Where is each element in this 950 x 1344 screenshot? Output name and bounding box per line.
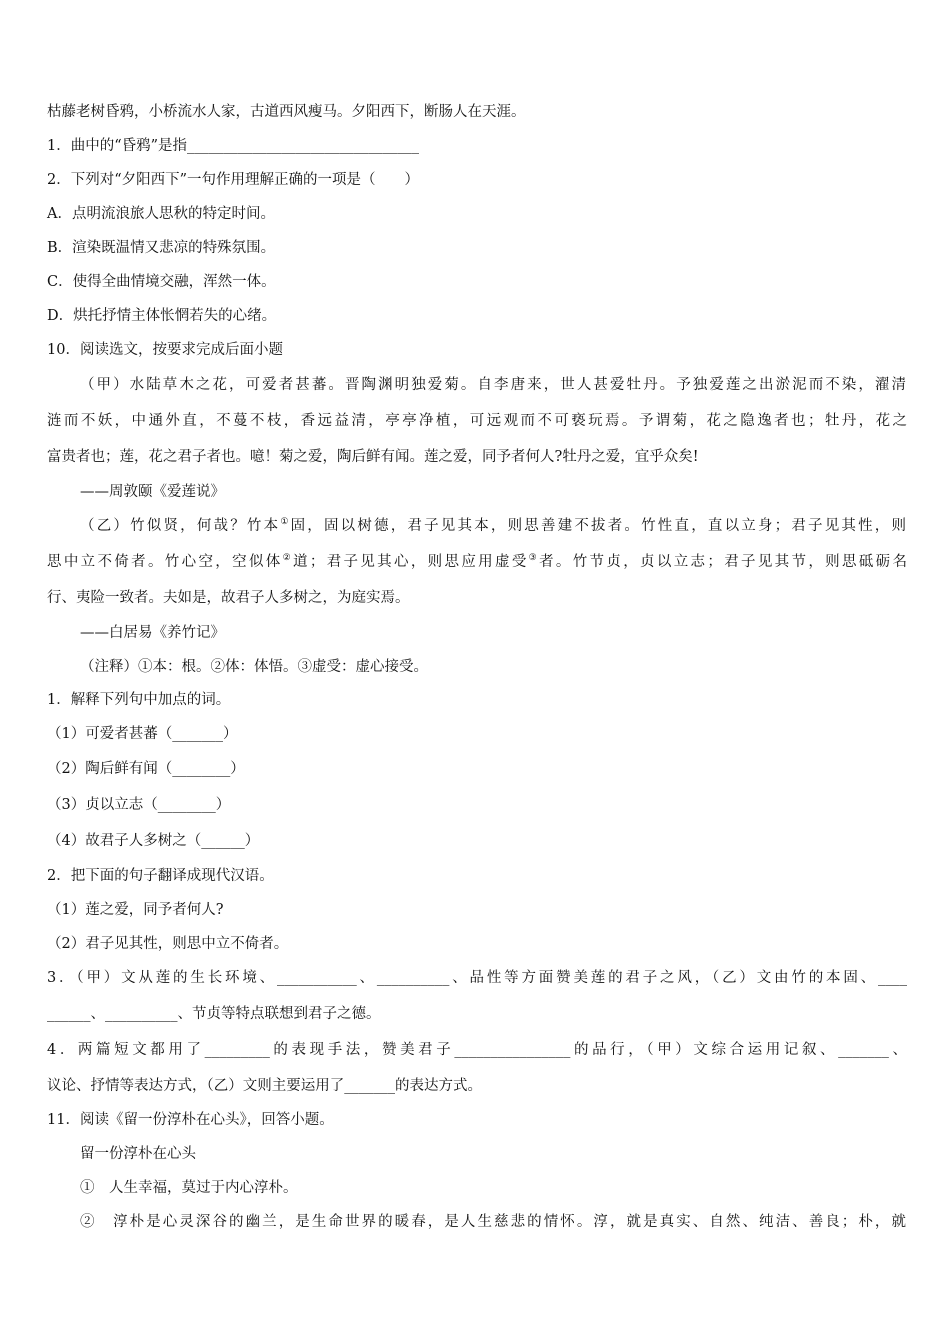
passage-yi-line: 思中立不倚者。竹心空，空似体②道；君子见其心，则思应用虚受③者。竹节贞，贞以立志；君子见其节，则思砥砺名 [47, 553, 907, 570]
sub-question-3-cont: ______、__________、节贞等特点联想到君子之德。 [47, 1006, 381, 1022]
essay-paragraph-1: ① 人生幸福，莫过于内心淳朴。 [80, 1180, 298, 1196]
sub-question-1-item: （4）故君子人多树之（______） [47, 833, 260, 849]
passage-yi-source: ——白居易《养竹记》 [80, 625, 225, 641]
sub-question-4-cont: 议论、抒情等表达方式，（乙）文则主要运用了_______的表达方式。 [47, 1078, 482, 1094]
footnote-marker: ③ [528, 553, 540, 564]
question-10-title: 10．阅读选文，按要求完成后面小题 [47, 342, 283, 358]
poem-text: 枯藤老树昏鸦，小桥流水人家，古道西风瘦马。夕阳西下，断肠人在天涯。 [47, 104, 526, 120]
essay-paragraph-2: ② 淳朴是心灵深谷的幽兰，是生命世界的暖春，是人生慈悲的情怀。淳，就是真实、自然、纯洁、善良；朴，就 [80, 1214, 906, 1230]
sub-question-3: 3．（甲）文从莲的生长环境、___________、__________、品性等方面赞美莲的君子之风，（乙）文由竹的本固、____ [47, 970, 907, 986]
sub-question-1-item: （3）贞以立志（________） [47, 797, 231, 813]
passage-jia-line: 涟而不妖，中通外直，不蔓不枝，香远益清，亭亭净植，可远观而不可亵玩焉。予谓菊，花之隐逸者也；牡丹，花之 [47, 413, 907, 429]
footnote-marker: ① [280, 517, 291, 528]
question-11-title: 11．阅读《留一份淳朴在心头》，回答小题。 [47, 1112, 334, 1128]
option-a: A．点明流浪旅人思秋的特定时间。 [47, 206, 275, 222]
passage-yi-line: （乙）竹似贤，何哉？竹本①固，固以树德，君子见其本，则思善建不拔者。竹性直，直以立身；君子见其性，则 [80, 517, 906, 534]
passage-jia-source: ——周敦颐《爱莲说》 [80, 484, 225, 500]
sub-question-2-item: （1）莲之爱，同予者何人? [47, 902, 224, 918]
passage-yi-line: 行、夷险一致者。夫如是，故君子人多树之，为庭实焉。 [47, 590, 410, 606]
essay-title: 留一份淳朴在心头 [80, 1146, 196, 1162]
sub-question-1-item: （2）陶后鲜有闻（________） [47, 761, 245, 777]
sub-question-2-item: （2）君子见其性，则思中立不倚者。 [47, 936, 289, 952]
option-b: B．渲染既温情又悲凉的特殊氛围。 [47, 240, 276, 256]
option-d: D．烘托抒情主体怅惘若失的心绪。 [47, 308, 277, 324]
poem-question-1: 1．曲中的“昏鸦”是指________________________________ [47, 138, 420, 154]
sub-question-4: 4．两篇短文都用了_________的表现手法，赞美君子________________的品行，（甲）文综合运用记叙、_______、 [47, 1042, 907, 1058]
sub-question-1-title: 1．解释下列句中加点的词。 [47, 692, 231, 708]
annotation-note: （注释）①本：根。②体：体悟。③虚受：虚心接受。 [80, 659, 428, 675]
passage-jia-line: （甲）水陆草木之花，可爱者甚蕃。晋陶渊明独爱菊。自李唐来，世人甚爱牡丹。予独爱莲之出淤泥而不染，濯清 [80, 377, 906, 393]
sub-question-2-title: 2．把下面的句子翻译成现代汉语。 [47, 868, 274, 884]
option-c: C．使得全曲情境交融，浑然一体。 [47, 274, 276, 290]
sub-question-1-item: （1）可爱者甚蕃（_______） [47, 726, 238, 742]
footnote-marker: ② [282, 553, 294, 564]
poem-question-2: 2．下列对“夕阳西下”一句作用理解正确的一项是（ ） [47, 172, 420, 188]
passage-jia-line: 富贵者也；莲，花之君子者也。噫！菊之爱，陶后鲜有闻。莲之爱，同予者何人?牡丹之爱，宜乎众矣! [47, 449, 699, 465]
